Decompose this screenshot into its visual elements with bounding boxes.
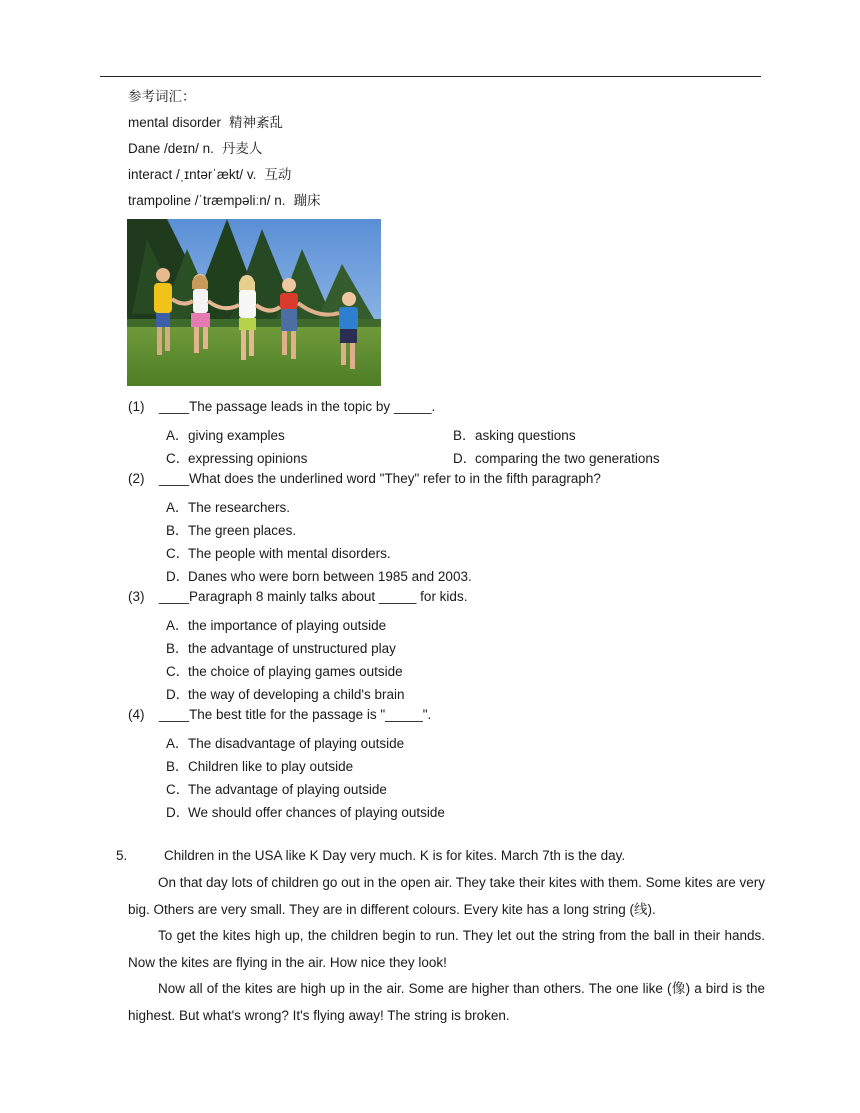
option-text: the way of developing a child's brain <box>188 687 405 702</box>
option-letter: C． <box>166 782 190 797</box>
option-b[interactable] <box>166 637 396 657</box>
option-letter: A． <box>166 736 189 751</box>
option-text: the importance of playing outside <box>188 618 387 633</box>
option-c[interactable] <box>166 447 307 467</box>
passage-first-line: Children in the USA like K Day very much. K is for kites. March 7th is the day. <box>164 848 626 863</box>
question-2 <box>128 471 601 486</box>
option-letter: D． <box>166 569 190 584</box>
passage-paragraph: To get the kites high up, the children begin to run. They let out the string from the ball in their hands. Now the kites are flying in the air. How nice they look! <box>128 928 765 970</box>
question-3 <box>128 589 467 604</box>
option-text: expressing opinions <box>188 451 308 466</box>
passage-paragraph: On that day lots of children go out in the open air. They take their kites with them. Some kites are very big. Others are very small. They are in different colours. Every kite has a long string (线). <box>128 875 765 917</box>
option-text: comparing the two generations <box>475 451 660 466</box>
option-a[interactable] <box>166 614 386 634</box>
option-letter: D． <box>453 451 477 466</box>
option-letter: B． <box>166 641 189 656</box>
children-running-photo <box>127 219 381 386</box>
option-letter: C． <box>166 546 190 561</box>
question-text: ____Paragraph 8 mainly talks about _____ for kids. <box>159 589 468 604</box>
option-letter: D． <box>166 687 190 702</box>
question-text: ____The passage leads in the topic by _____. <box>159 399 436 414</box>
option-b[interactable] <box>166 519 296 539</box>
option-text: We should offer chances of playing outside <box>188 805 445 820</box>
question-number: (2) <box>128 471 145 486</box>
question-number: (4) <box>128 707 145 722</box>
vocab-cn: 丹麦人 <box>221 141 263 156</box>
vocab-en: Dane /deɪn/ n. <box>128 141 214 156</box>
option-letter: A． <box>166 500 189 515</box>
option-c[interactable] <box>166 542 391 562</box>
option-d[interactable] <box>453 447 660 467</box>
option-c[interactable] <box>166 778 387 798</box>
option-letter: B． <box>166 759 189 774</box>
option-text: asking questions <box>475 428 576 443</box>
option-a[interactable] <box>166 424 285 444</box>
option-letter: D． <box>166 805 190 820</box>
question-4 <box>128 707 431 722</box>
option-text: Children like to play outside <box>188 759 354 774</box>
vocab-item <box>128 189 321 209</box>
passage-paragraph: Now all of the kites are high up in the air. Some are higher than others. The one like (像) a bird is the highest. But what's wrong? It's flying away! The string is broken. <box>128 981 765 1023</box>
vocab-title: 参考词汇： <box>128 89 196 104</box>
passage-number: 5. <box>116 848 128 863</box>
option-d[interactable] <box>166 565 472 585</box>
option-text: The disadvantage of playing outside <box>188 736 405 751</box>
option-d[interactable] <box>166 801 445 821</box>
option-text: the advantage of unstructured play <box>188 641 396 656</box>
option-text: The researchers. <box>188 500 291 515</box>
vocab-en: interact /ˌɪntərˈækt/ v. <box>128 167 257 182</box>
option-a[interactable] <box>166 732 404 752</box>
option-text: Danes who were born between 1985 and 2003. <box>188 569 472 584</box>
vocab-cn: 互动 <box>264 167 292 182</box>
question-number: (1) <box>128 399 145 414</box>
option-letter: B． <box>453 428 476 443</box>
option-a[interactable] <box>166 496 290 516</box>
vocab-item <box>128 137 262 157</box>
vocab-cn: 蹦床 <box>293 193 321 208</box>
vocab-cn: 精神紊乱 <box>229 115 284 130</box>
option-b[interactable] <box>453 424 576 444</box>
option-letter: C． <box>166 451 190 466</box>
option-text: the choice of playing games outside <box>188 664 403 679</box>
option-text: The people with mental disorders. <box>188 546 391 561</box>
header-rule <box>100 76 761 77</box>
option-text: The advantage of playing outside <box>188 782 387 797</box>
option-letter: A． <box>166 428 189 443</box>
question-text: ____What does the underlined word "They" refer to in the fifth paragraph? <box>159 471 601 486</box>
option-letter: A． <box>166 618 189 633</box>
question-text: ____The best title for the passage is "_____". <box>159 707 432 722</box>
option-letter: B． <box>166 523 189 538</box>
option-letter: C． <box>166 664 190 679</box>
question-1 <box>128 399 435 414</box>
option-d[interactable] <box>166 683 404 703</box>
vocab-item <box>128 163 291 183</box>
option-text: The green places. <box>188 523 297 538</box>
option-c[interactable] <box>166 660 403 680</box>
question-number: (3) <box>128 589 145 604</box>
option-text: giving examples <box>188 428 285 443</box>
vocab-en: trampoline /ˈtræmpəliːn/ n. <box>128 193 286 208</box>
option-b[interactable] <box>166 755 353 775</box>
vocab-en: mental disorder <box>128 115 222 130</box>
vocab-item <box>128 111 283 131</box>
